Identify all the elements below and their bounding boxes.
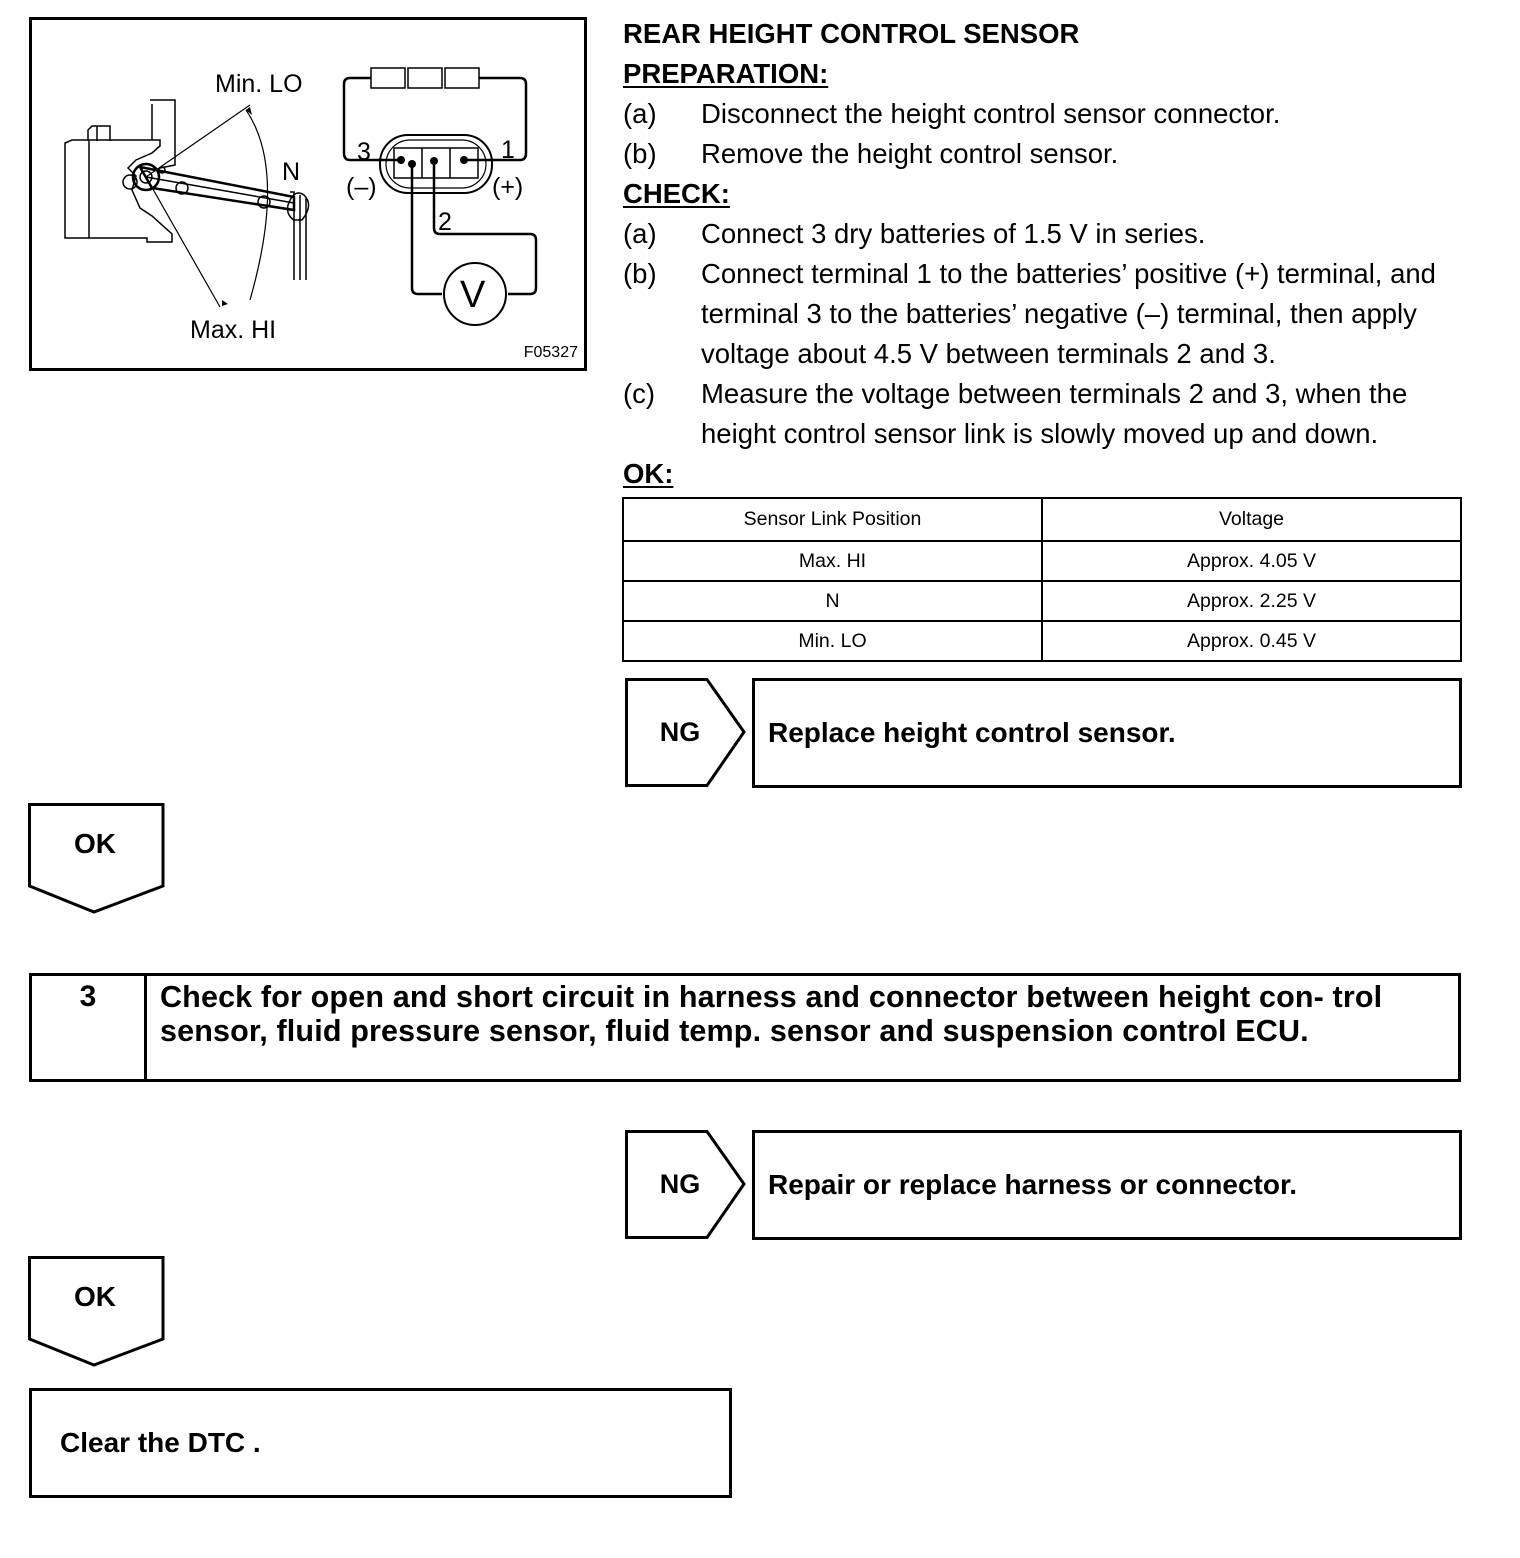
check-heading: CHECK: [623,178,730,209]
procedure-text [623,14,1483,494]
check-item-a: (a) Connect 3 dry batteries of 1.5 V in series. [623,218,1206,249]
preparation-heading: PREPARATION: [623,58,829,89]
figure-code: F05327 [523,344,578,361]
ok-heading: OK: [623,458,674,489]
step-3-box [29,973,1461,1082]
prep-item-b: (b) Remove the height control sensor. [623,138,1119,169]
check-item-c: (c) Measure the voltage between terminals 2 and 3, when the height control sensor link is slowly moved up and down. [623,378,1408,449]
step-number: 3 [32,976,147,1079]
table-cell: Max. HI [623,541,1042,581]
terminal-3-label: 3 [357,138,371,166]
ok-result-tag-2 [28,1256,166,1368]
table-cell: Approx. 2.25 V [1042,581,1461,621]
neutral-label: N [282,158,301,186]
min-lo-label: Min. LO [215,70,303,98]
table-cell: N [623,581,1042,621]
ng-result-tag-1 [625,678,747,786]
check-item-b: (b) Connect terminal 1 to the batteries’ positive (+) terminal, and terminal 3 to the batteries’ negative (–) terminal, then apply voltage about 4.5 V between terminals 2 and 3. [623,258,1436,369]
voltmeter-icon: V [460,274,486,316]
column-header: Voltage [1042,498,1461,541]
ng-action-1: Replace height control sensor. [752,678,1462,788]
section-title: REAR HEIGHT CONTROL SENSOR [623,18,1080,49]
terminal-2-label: 2 [438,208,452,236]
table-cell: Approx. 4.05 V [1042,541,1461,581]
ng-action-2: Repair or replace harness or connector. [752,1130,1462,1240]
column-header: Sensor Link Position [623,498,1042,541]
table-header-row [623,498,1461,541]
table-row [623,621,1461,661]
table-cell: Approx. 0.45 V [1042,621,1461,661]
ok-label: OK [74,1281,116,1312]
ng-label: NG [659,1168,701,1199]
final-action-box: Clear the DTC . [29,1388,732,1498]
max-hi-label: Max. HI [190,316,277,344]
table-cell: Min. LO [623,621,1042,661]
positive-label: (+) [492,173,524,201]
ok-label: OK [74,828,116,859]
prep-item-a: (a) Disconnect the height control sensor connector. [623,98,1281,129]
ok-result-tag-1 [28,803,166,915]
step-description: Check for open and short circuit in harness and connector between height con- trol sensor, fluid pressure sensor, fluid temp. sensor and suspension control ECU. [160,980,1383,1048]
table-row [623,581,1461,621]
sensor-diagram [29,17,587,371]
table-row [623,541,1461,581]
negative-label: (–) [346,173,377,201]
ng-label: NG [659,716,701,747]
ng-result-tag-2 [625,1130,747,1238]
terminal-1-label: 1 [501,136,515,164]
voltage-spec-table [622,497,1462,662]
